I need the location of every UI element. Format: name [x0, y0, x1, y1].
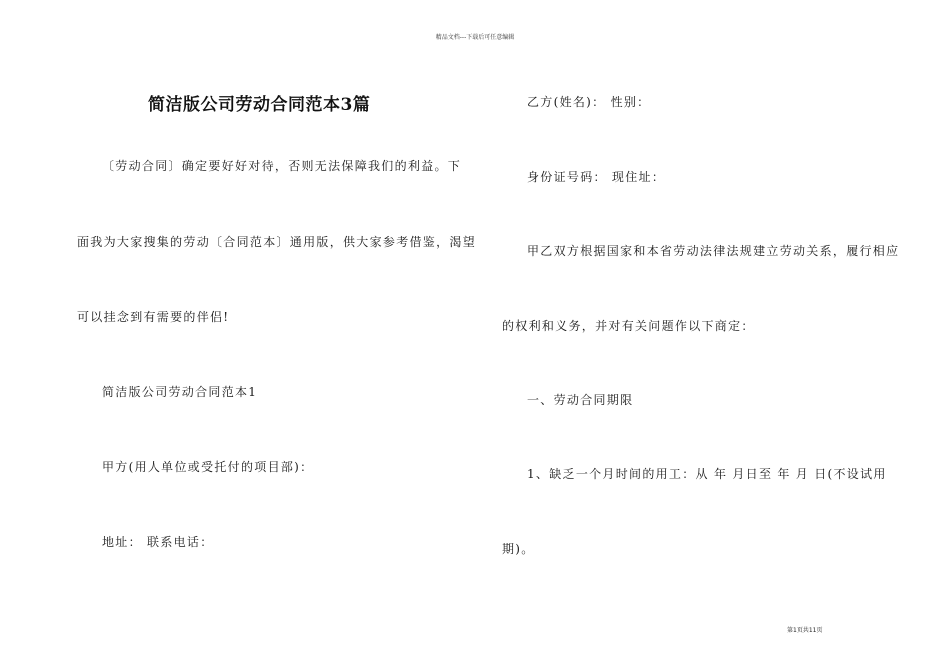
agreement-line-1: 甲乙双方根据国家和本省劳动法律法规建立劳动关系，履行相应 — [527, 244, 900, 258]
document-header: 精品文档---下载后可任意编辑 — [435, 34, 515, 41]
intro-line-1: 〔劳动合同〕确定要好好对待，否则无法保障我们的利益。下 — [102, 159, 462, 173]
agreement-line-2: 的权利和义务，并对有关问题作以下商定： — [502, 319, 755, 333]
clause-1-line-2: 期)。 — [502, 542, 535, 556]
party-b-line: 乙方(姓名)： 性别： — [527, 95, 651, 109]
section-heading: 简洁版公司劳动合同范本1 — [102, 385, 258, 399]
document-title: 简洁版公司劳动合同范本3篇 — [148, 95, 371, 115]
clause-1-line-1: 1、缺乏一个月时间的用工：从 年 月日至 年 月 日(不设试用 — [527, 467, 887, 481]
id-number-line: 身份证号码： 现住址： — [527, 170, 666, 184]
intro-line-2: 面我为大家搜集的劳动〔合同范本〕通用版，供大家参考借鉴，渴望 — [77, 235, 477, 249]
clause-heading: 一、劳动合同期限 — [527, 393, 634, 407]
address-line: 地址： 联系电话： — [102, 535, 214, 549]
intro-line-3: 可以挂念到有需要的伴侣! — [77, 310, 230, 324]
page-number: 第1页共11页 — [787, 627, 823, 634]
party-a-line: 甲方(用人单位或受托付的项目部)： — [102, 460, 314, 474]
